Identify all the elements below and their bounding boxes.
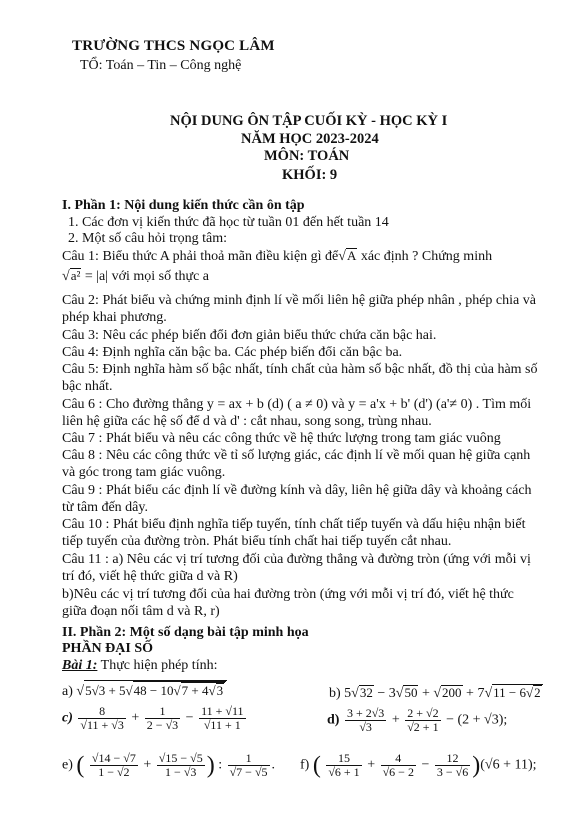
- bai-1: [62, 658, 217, 674]
- exercise-d: d) $\frac{3 + 2√3}{√3}$ + $\frac{2 + √2}{√2 + 1}$ − (2 + √3);: [327, 706, 508, 734]
- question-1-text-2: xác định ? Chứng minh: [360, 249, 493, 264]
- question-7: Câu 7 : Phát biểu và nêu các công thức về hệ thức lượng trong tam giác vuông: [62, 431, 501, 446]
- bai-1-text: Thực hiện phép tính:: [97, 658, 218, 673]
- question-5-line2: bậc nhất.: [62, 379, 113, 394]
- question-6-line1: Câu 6 : Cho đường thẳng y = ax + b (d) ( a ≠ 0) và y = a'x + b' (d') (a'≠ 0) . Tìm mối: [62, 397, 532, 412]
- question-8-line2: và góc trong tam giác vuông.: [62, 465, 226, 480]
- exercise-f: f) ( $\frac{15}{√6 + 1}$ + $\frac{4}{√6 - 2}$ − $\frac{12}{3 - √6}$ )(√6 + 11);: [300, 751, 537, 779]
- question-10-line1: Câu 10 : Phát biểu định nghĩa tiếp tuyến, tính chất tiếp tuyến và dấu hiệu nhận biết: [62, 517, 526, 532]
- question-1-text: Câu 1: Biểu thức A phải thoả mãn điều kiện gì để: [62, 249, 339, 264]
- exercise-b: b) 5√32 − 3√50 + √200 + 7√11 − 6√2: [329, 685, 541, 701]
- grade: KHỐI: 9: [282, 167, 338, 183]
- question-11-line4: giữa đoạn nối tâm d và R, r): [62, 604, 220, 619]
- doc-title: NỘI DUNG ÔN TẬP CUỐI KỲ - HỌC KỲ I: [170, 113, 448, 129]
- question-9-line2: từ tâm đến dây.: [62, 500, 148, 515]
- question-9-line1: Câu 9 : Phát biểu các định lí về đường kính và dây, liên hệ giữa dây và khoảng cách: [62, 483, 532, 498]
- part1-heading: I. Phần 1: Nội dung kiến thức cần ôn tập: [62, 198, 305, 213]
- question-2-line2: phép khai phương.: [62, 310, 167, 325]
- question-6-line2: liên hệ giữa các hệ số để d và d' : cắt nhau, song song, trùng nhau.: [62, 414, 432, 429]
- question-1-text-3: với mọi số thực a: [111, 269, 210, 284]
- school-year: NĂM HỌC 2023-2024: [241, 131, 379, 147]
- question-11-line3: b)Nêu các vị trí tương đối của hai đường tròn (ứng với mỗi vị trí đó, viết hệ thức: [62, 587, 514, 602]
- department-name: TỔ: Toán – Tin – Công nghệ: [80, 58, 242, 73]
- subject: MÔN: TOÁN: [264, 148, 350, 164]
- exercise-c: c) $\frac{8}{√11 + √3}$ + $\frac{1}{2 - √3}$ − $\frac{11 + √11}{√11 + 1}$: [62, 704, 244, 732]
- part1-item2: 2. Một số câu hỏi trọng tâm:: [68, 231, 228, 246]
- question-10-line2: tiếp tuyến của đường tròn. Phát biểu tính chất hai tiếp tuyến cắt nhau.: [62, 534, 452, 549]
- part1-item1: 1. Các đơn vị kiến thức đã học từ tuần 01 đến hết tuần 14: [68, 215, 389, 230]
- question-4: Câu 4: Định nghĩa căn bậc ba. Các phép biến đổi căn bậc ba.: [62, 345, 403, 360]
- question-1-formula: √a² = |a| với mọi số thực a: [62, 268, 210, 284]
- question-3: Câu 3: Nêu các phép biến đổi đơn giản biểu thức chứa căn bậc hai.: [62, 328, 437, 343]
- question-1: Câu 1: Biểu thức A phải thoả mãn điều kiện gì để√A xác định ? Chứng minh: [62, 248, 493, 264]
- part2-subheading: PHẦN ĐẠI SỐ: [62, 641, 154, 656]
- question-5-line1: Câu 5: Định nghĩa hàm số bậc nhất, tính chất của hàm số bậc nhất, đồ thị của hàm số: [62, 362, 538, 377]
- question-8-line1: Câu 8 : Nêu các công thức về tỉ số lượng giác, các định lí về mối quan hệ giữa cạnh: [62, 448, 531, 463]
- school-name: TRƯỜNG THCS NGỌC LÂM: [72, 38, 275, 54]
- question-11-line2: trí đó, viết hệ thức giữa d và R): [62, 569, 238, 584]
- exercise-e: e) ( $\frac{√14 - √7}{1 - √2}$ + $\frac{√15 - √5}{1 - √3}$ ) : $\frac{1}{√7 - √5}$ .: [62, 751, 276, 779]
- question-2-line1: Câu 2: Phát biểu và chứng minh định lí về mối liên hệ giữa phép nhân , phép chia và: [62, 293, 536, 308]
- bai-1-label: Bài 1:: [62, 658, 98, 673]
- exercise-a: a) √5√3 + 5√48 − 10√7 + 4√3: [62, 680, 227, 700]
- part2-heading: II. Phần 2: Một số dạng bài tập minh họa: [62, 625, 309, 640]
- question-11-line1: Câu 11 : a) Nêu các vị trí tương đối của đường thẳng và đường tròn (ứng với mỗi vị: [62, 552, 531, 567]
